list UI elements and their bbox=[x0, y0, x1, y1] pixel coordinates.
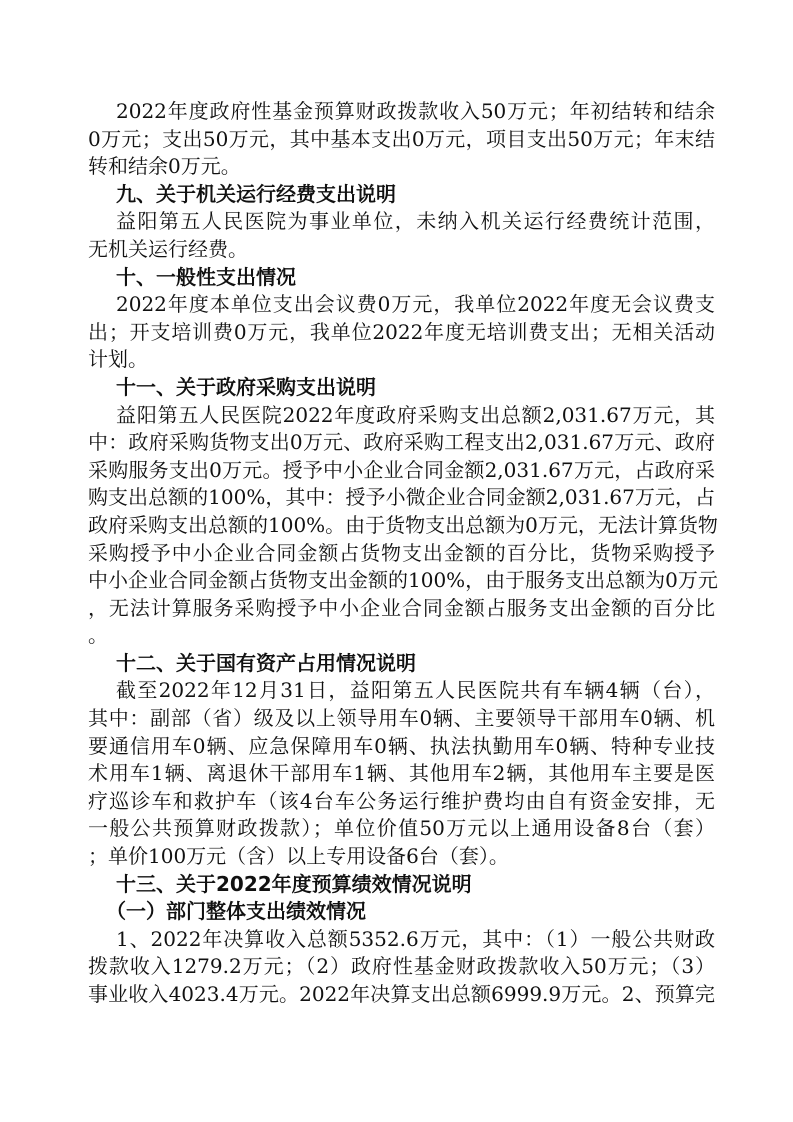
paragraph-line: 益阳第五人民医院为事业单位，未纳入机关运行经费统计范围， bbox=[116, 209, 715, 234]
paragraph-line: 。 bbox=[88, 623, 108, 648]
paragraph-line: 中小企业合同金额占货物支出金额的100%，由于服务支出总额为0万元 bbox=[88, 568, 718, 593]
paragraph-line: 2022年度本单位支出会议费0万元，我单位2022年度无会议费支 bbox=[116, 292, 715, 317]
paragraph-line: 中：政府采购货物支出0万元、政府采购工程支出2,031.67万元、政府 bbox=[88, 430, 715, 455]
paragraph-line: 截至2022年12月31日，益阳第五人民医院共有车辆4辆（台）， bbox=[116, 678, 715, 703]
paragraph-line: 计划。 bbox=[88, 347, 148, 372]
paragraph-line: 要通信用车0辆、应急保障用车0辆、执法执勤用车0辆、特种专业技 bbox=[88, 733, 715, 758]
paragraph-line: 一般公共预算财政拨款）；单位价值50万元以上通用设备8台（套） bbox=[88, 816, 715, 841]
paragraph-line: 其中：副部（省）级及以上领导用车0辆、主要领导干部用车0辆、机 bbox=[88, 706, 715, 731]
paragraph-line: 拨款收入1279.2万元；（2）政府性基金财政拨款收入50万元；（3） bbox=[88, 954, 715, 979]
paragraph-line: 1、2022年决算收入总额5352.6万元，其中：（1）一般公共财政 bbox=[116, 926, 715, 951]
paragraph-line: 0万元；支出50万元，其中基本支出0万元，项目支出50万元；年末结 bbox=[88, 126, 715, 151]
section-heading: 九、关于机关运行经费支出说明 bbox=[116, 181, 396, 206]
paragraph-line: 采购授予中小企业合同金额占货物支出金额的百分比，货物采购授予 bbox=[88, 540, 715, 565]
section-heading: （一）部门整体支出绩效情况 bbox=[106, 899, 366, 924]
section-heading: 十一、关于政府采购支出说明 bbox=[116, 374, 376, 399]
paragraph-line: 术用车1辆、离退休干部用车1辆、其他用车2辆，其他用车主要是医 bbox=[88, 761, 715, 786]
paragraph-line: 无机关运行经费。 bbox=[88, 236, 248, 261]
paragraph-line: 购支出总额的100%，其中：授予小微企业合同金额2,031.67万元，占 bbox=[88, 485, 715, 510]
paragraph-line: 疗巡诊车和救护车（该4台车公务运行维护费均由自有资金安排，无 bbox=[88, 788, 715, 813]
paragraph-line: ，无法计算服务采购授予中小企业合同金额占服务支出金额的百分比 bbox=[88, 595, 715, 620]
section-heading: 十、一般性支出情况 bbox=[116, 264, 296, 289]
section-heading: 十三、关于2022年度预算绩效情况说明 bbox=[116, 871, 472, 896]
document-body bbox=[88, 98, 718, 1009]
paragraph-line: 转和结余0万元。 bbox=[88, 154, 241, 179]
paragraph-line: 事业收入4023.4万元。2022年决算支出总额6999.9万元。2、预算完 bbox=[88, 982, 715, 1006]
section-heading: 十二、关于国有资产占用情况说明 bbox=[116, 650, 416, 675]
paragraph-line: 2022年度政府性基金预算财政拨款收入50万元；年初结转和结余 bbox=[116, 99, 715, 123]
paragraph-line: ；单价100万元（含）以上专用设备6台（套）。 bbox=[88, 844, 509, 869]
paragraph-line: 采购服务支出0万元。授予中小企业合同金额2,031.67万元，占政府采 bbox=[88, 457, 715, 482]
paragraph-line: 益阳第五人民医院2022年度政府采购支出总额2,031.67万元，其 bbox=[116, 402, 715, 427]
paragraph-line: 政府采购支出总额的100%。由于货物支出总额为0万元，无法计算货物 bbox=[88, 512, 718, 537]
paragraph-line: 出；开支培训费0万元，我单位2022年度无培训费支出；无相关活动 bbox=[88, 319, 715, 344]
